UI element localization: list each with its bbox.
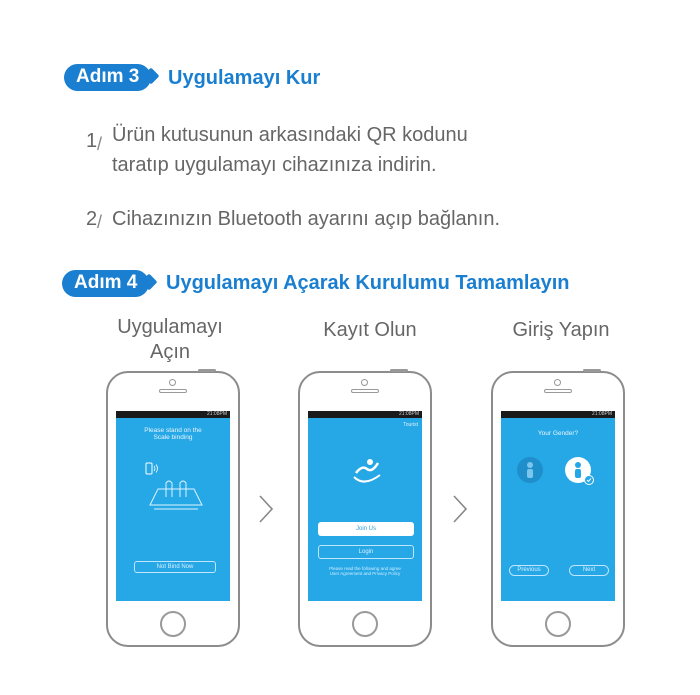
agreement-line1: Please read the following and agree <box>329 566 401 571</box>
column-3-title: Giriş Yapın <box>512 319 610 341</box>
phone-2-screen <box>308 411 422 601</box>
phone-3 <box>491 371 625 647</box>
phone-1 <box>106 371 240 647</box>
tourist-link[interactable]: Tourist <box>403 422 418 428</box>
phone-camera <box>554 379 561 386</box>
phone-side-button <box>390 369 408 372</box>
instruction-2-number: 2 <box>86 208 98 230</box>
bind-prompt-line1: Please stand on the <box>144 427 202 434</box>
login-button[interactable]: Login <box>318 545 414 559</box>
phone-camera <box>169 379 176 386</box>
phone-camera <box>361 379 368 386</box>
gender-male-option[interactable] <box>565 457 591 483</box>
phone-side-button <box>583 369 601 372</box>
agreement-link[interactable]: User Agreement and Privacy Policy <box>329 571 401 576</box>
phone-speaker <box>351 389 379 393</box>
logo-icon <box>352 457 382 485</box>
column-1-title-line2: Açın <box>149 341 191 363</box>
gender-question: Your Gender? <box>537 430 579 437</box>
phone-side-button <box>198 369 216 372</box>
step4-badge: Adım 4 <box>62 270 149 297</box>
step4-title: Uygulamayı Açarak Kurulumu Tamamlayın <box>166 272 570 294</box>
status-bar: 21:08PM <box>501 411 615 418</box>
instruction-2-slash: / <box>97 212 103 232</box>
phone-speaker <box>159 389 187 393</box>
step3-badge: Adım 3 <box>64 64 151 91</box>
next-button[interactable]: Next <box>569 565 609 576</box>
agreement-text <box>308 566 422 576</box>
instruction-1-line1: Ürün kutusunun arkasındaki QR kodunu <box>112 124 468 146</box>
not-bind-now-button[interactable]: Not Bind Now <box>134 561 216 573</box>
instruction-1-text <box>112 120 468 180</box>
column-1-title-line1: Uygulamayı <box>117 316 223 338</box>
home-button[interactable] <box>352 611 378 637</box>
bind-prompt <box>116 427 230 441</box>
gender-female-option[interactable] <box>517 457 543 483</box>
phone-2 <box>298 371 432 647</box>
check-icon <box>584 475 594 485</box>
instruction-2-text: Cihazınızın Bluetooth ayarını açıp bağlanın. <box>112 208 501 230</box>
step3-title: Uygulamayı Kur <box>168 67 321 89</box>
phone-3-screen <box>501 411 615 601</box>
home-button[interactable] <box>160 611 186 637</box>
instruction-1-line2: taratıp uygulamayı cihazınıza indirin. <box>112 154 437 176</box>
previous-button[interactable]: Previous <box>509 565 549 576</box>
phone-speaker <box>544 389 572 393</box>
scale-icon <box>144 475 208 515</box>
status-bar: 21:08PM <box>308 411 422 418</box>
phone-1-screen <box>116 411 230 601</box>
column-1-title <box>95 315 245 365</box>
chevron-right-icon <box>258 494 274 524</box>
join-us-button[interactable]: Join Us <box>318 522 414 536</box>
instruction-1-slash: / <box>97 134 103 154</box>
person-icon <box>517 457 543 483</box>
status-bar: 21:08PM <box>116 411 230 418</box>
bind-prompt-line2: Scale binding <box>153 434 193 441</box>
home-button[interactable] <box>545 611 571 637</box>
column-2-title: Kayıt Olun <box>323 319 417 341</box>
instruction-1-number: 1 <box>86 130 98 152</box>
chevron-right-icon <box>452 494 468 524</box>
